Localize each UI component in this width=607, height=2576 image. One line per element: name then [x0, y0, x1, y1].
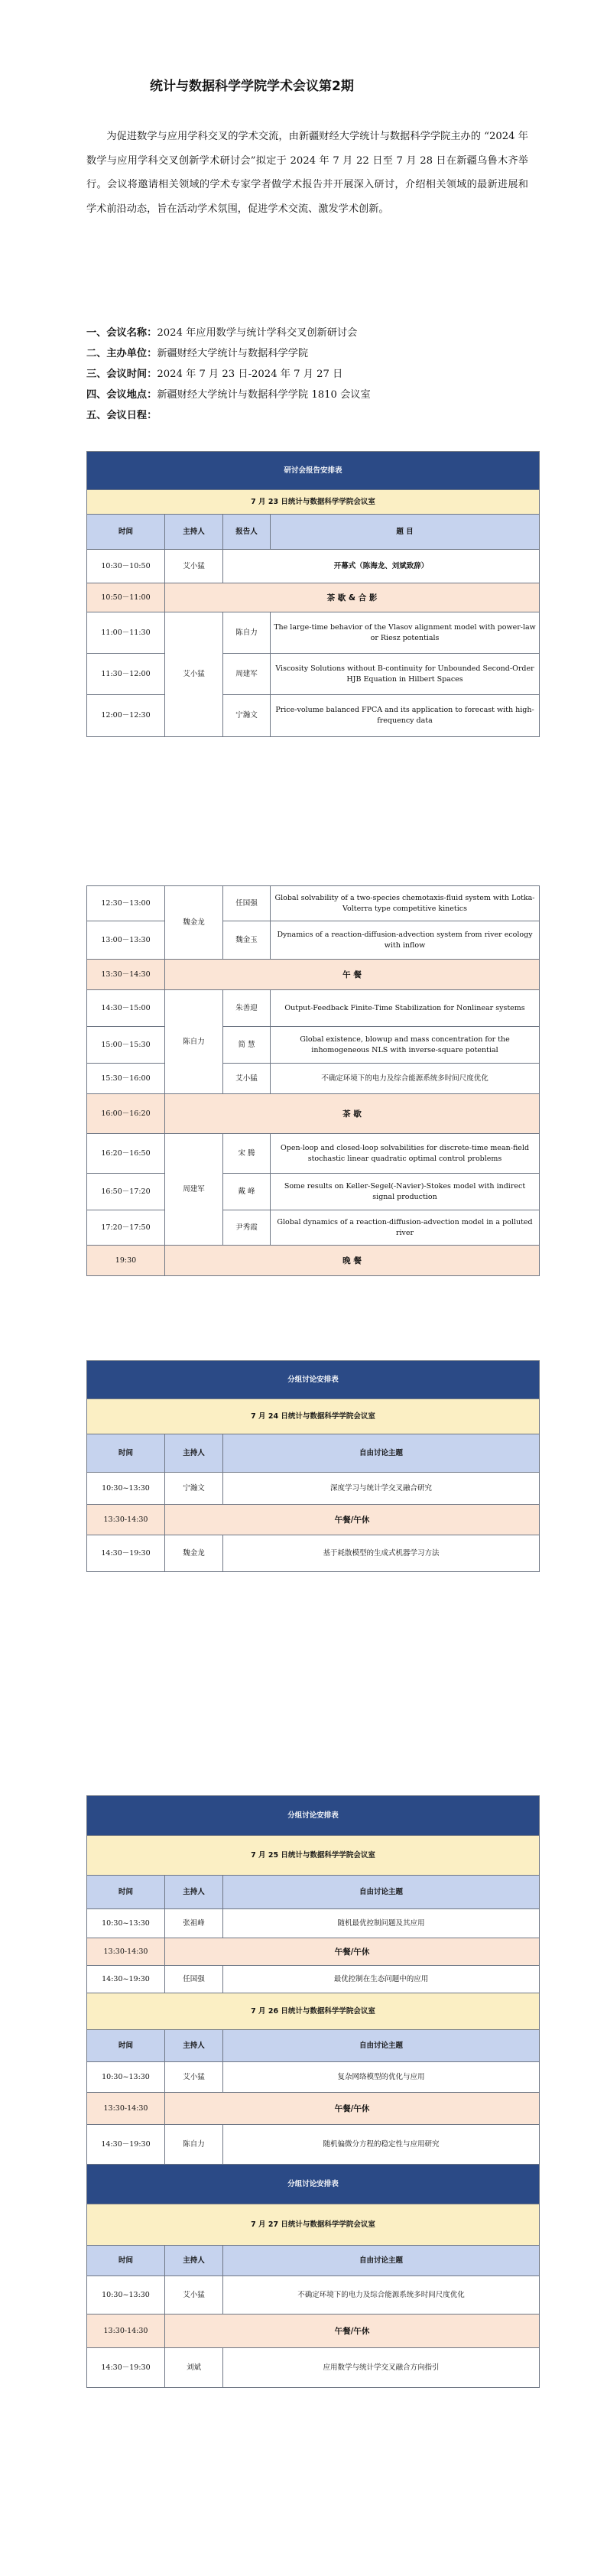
table-row	[87, 990, 540, 1027]
talk-title-cell: The large-time behavior of the Vlasov alignment model with power-law or Riesz potentials	[271, 612, 540, 654]
break-label: 午餐/午休	[165, 2093, 540, 2125]
intro-paragraph	[86, 125, 528, 221]
table-title-row	[87, 452, 540, 490]
host-cell: 周建军	[165, 1134, 223, 1246]
time-cell: 13:30－14:30	[87, 960, 165, 990]
column-header: 题 目	[271, 515, 540, 550]
host-cell: 任国强	[165, 1966, 223, 1993]
time-cell: 15:00－15:30	[87, 1027, 165, 1064]
table-row	[87, 1210, 540, 1246]
speaker-cell: 简 慧	[223, 1027, 271, 1064]
host-cell: 刘斌	[165, 2348, 223, 2388]
table-title-row	[87, 1796, 540, 1836]
break-row	[87, 1938, 540, 1966]
time-cell: 13:30-14:30	[87, 1505, 165, 1535]
speaker-cell: 任国强	[223, 886, 271, 921]
table-row	[87, 654, 540, 695]
time-cell: 16:50－17:20	[87, 1174, 165, 1210]
host-cell: 陈自力	[165, 990, 223, 1094]
column-header-row	[87, 2246, 540, 2276]
day-title: 7 月 27 日统计与数据科学学院会议室	[87, 2204, 540, 2246]
talk-title-cell: Dynamics of a reaction-diffusion-advection system from river ecology with inflow	[271, 921, 540, 960]
talk-title-cell: Global solvability of a two-species chemotaxis-fluid system with Lotka-Volterra type competitive kinetics	[271, 886, 540, 921]
day-title: 7 月 24 日统计与数据科学学院会议室	[87, 1399, 540, 1434]
speaker-cell: 宋 腾	[223, 1134, 271, 1174]
column-header-row	[87, 2030, 540, 2062]
host-cell: 宁瀚文	[165, 1473, 223, 1505]
topic-cell: 随机最优控制问题及其应用	[223, 1909, 540, 1938]
day-title: 7 月 26 日统计与数据科学学院会议室	[87, 1993, 540, 2030]
talk-title-cell: Viscosity Solutions without B-continuity for Unbounded Second-Order HJB Equation in Hilbert Spaces	[271, 654, 540, 695]
time-cell: 15:30－16:00	[87, 1064, 165, 1094]
info-schedule	[86, 408, 537, 424]
column-header: 主持人	[165, 515, 223, 550]
talk-title-cell: Some results on Keller-Segel(-Navier)-Stokes model with indirect signal production	[271, 1174, 540, 1210]
topic-cell: 最优控制在生态问题中的应用	[223, 1966, 540, 1993]
column-header: 自由讨论主题	[223, 1434, 540, 1473]
time-cell: 13:30-14:30	[87, 2315, 165, 2348]
report-schedule-table	[86, 451, 540, 737]
table-row	[87, 612, 540, 654]
table-row	[87, 886, 540, 921]
intro-text: 为促进数学与应用学科交叉的学术交流，由新疆财经大学统计与数据科学学院主办的 “2024 年数学与应用学科交叉创新学术研讨会”拟定于 2024 年 7 月 22 日至 7 月 28 日在新疆乌鲁木齐举行。会议将邀请相关领域的学术专家学者做学术报告并开展深入研讨，介绍相关领域的最新进展和学术前沿动态，旨在活动学术氛围，促进学术交流、激发学术创新。	[86, 131, 528, 215]
table-row	[87, 2348, 540, 2388]
time-cell: 10:50－11:00	[87, 583, 165, 612]
talk-title-cell: Price-volume balanced FPCA and its application to forecast with high-frequency data	[271, 695, 540, 737]
column-header: 主持人	[165, 2030, 223, 2062]
time-cell: 14:30－19:30	[87, 2348, 165, 2388]
host-cell: 艾小猛	[165, 612, 223, 737]
info-meeting-name	[86, 325, 537, 342]
speaker-cell: 艾小猛	[223, 1064, 271, 1094]
speaker-cell: 周建军	[223, 654, 271, 695]
info-meeting-time	[86, 366, 537, 383]
break-row	[87, 583, 540, 612]
break-label: 茶 歇 & 合 影	[165, 583, 540, 612]
table-row	[87, 2062, 540, 2093]
topic-cell: 深度学习与统计学交叉融合研究	[223, 1473, 540, 1505]
talk-title-cell: 不确定环境下的电力及综合能源系统多时间尺度优化	[271, 1064, 540, 1094]
day-header-row	[87, 2204, 540, 2246]
opening-ceremony-cell: 开幕式（陈海龙、刘斌致辞）	[223, 550, 540, 583]
topic-cell: 随机偏微分方程的稳定性与应用研究	[223, 2125, 540, 2165]
column-header-row	[87, 1876, 540, 1909]
speaker-cell: 戴 峰	[223, 1174, 271, 1210]
time-cell: 17:20－17:50	[87, 1210, 165, 1246]
break-label: 晚 餐	[165, 1246, 540, 1276]
table-row	[87, 1535, 540, 1572]
column-header: 时间	[87, 1876, 165, 1909]
talk-title-cell: Global dynamics of a reaction-diffusion-advection model in a polluted river	[271, 1210, 540, 1246]
day-title: 7 月 25 日统计与数据科学学院会议室	[87, 1836, 540, 1876]
info-value: 2024 年应用数学与统计学科交叉创新研讨会	[157, 327, 358, 339]
topic-cell: 应用数学与统计学交叉融合方向指引	[223, 2348, 540, 2388]
column-header: 主持人	[165, 1876, 223, 1909]
day-header-row	[87, 1399, 540, 1434]
time-cell: 10:30－10:50	[87, 550, 165, 583]
info-label: 五、会议日程：	[86, 410, 157, 421]
table-row	[87, 1064, 540, 1094]
info-organizer	[86, 346, 537, 362]
speaker-cell: 魏金玉	[223, 921, 271, 960]
day-header-row	[87, 1993, 540, 2030]
column-header: 主持人	[165, 2246, 223, 2276]
table-row	[87, 1966, 540, 1993]
break-label: 茶 歇	[165, 1094, 540, 1134]
column-header: 时间	[87, 2030, 165, 2062]
speaker-cell: 陈自力	[223, 612, 271, 654]
time-cell: 13:00－13:30	[87, 921, 165, 960]
day-title: 7 月 23 日统计与数据科学学院会议室	[87, 490, 540, 515]
column-header: 自由讨论主题	[223, 2246, 540, 2276]
column-header: 自由讨论主题	[223, 2030, 540, 2062]
speaker-cell: 朱善迎	[223, 990, 271, 1027]
info-value: 2024 年 7 月 23 日-2024 年 7 月 27 日	[157, 369, 343, 380]
table-row	[87, 2125, 540, 2165]
time-cell: 14:30－19:30	[87, 2125, 165, 2165]
time-cell: 16:00－16:20	[87, 1094, 165, 1134]
column-header: 时间	[87, 2246, 165, 2276]
info-value: 新疆财经大学统计与数据科学学院 1810 会议室	[157, 389, 371, 401]
document-title: 统计与数据科学学院学术会议第2期	[150, 79, 354, 94]
host-cell: 艾小猛	[165, 2062, 223, 2093]
topic-cell: 基于耗散模型的生成式机器学习方法	[223, 1535, 540, 1572]
column-header-row	[87, 515, 540, 550]
table-row	[87, 1473, 540, 1505]
break-row	[87, 1246, 540, 1276]
topic-cell: 复杂网络模型的优化与应用	[223, 2062, 540, 2093]
column-header: 时间	[87, 515, 165, 550]
group-discussion-table-24	[86, 1360, 540, 1572]
time-cell: 10:30~13:30	[87, 1909, 165, 1938]
time-cell: 12:30－13:00	[87, 886, 165, 921]
table-row	[87, 1134, 540, 1174]
report-schedule-table-continued	[86, 885, 540, 1276]
column-header: 自由讨论主题	[223, 1876, 540, 1909]
table-title-row	[87, 1361, 540, 1399]
time-cell: 10:30~13:30	[87, 1473, 165, 1505]
table-row	[87, 695, 540, 737]
break-label: 午 餐	[165, 960, 540, 990]
speaker-cell: 宁瀚文	[223, 695, 271, 737]
break-row	[87, 1505, 540, 1535]
table-row	[87, 921, 540, 960]
speaker-cell: 尹秀霞	[223, 1210, 271, 1246]
host-cell: 魏金龙	[165, 886, 223, 960]
talk-title-cell: Open-loop and closed-loop solvabilities for discrete-time mean-field stochastic linear quadratic optimal control problems	[271, 1134, 540, 1174]
info-label: 三、会议时间：	[86, 369, 157, 380]
host-cell: 陈自力	[165, 2125, 223, 2165]
time-cell: 16:20－16:50	[87, 1134, 165, 1174]
column-header: 主持人	[165, 1434, 223, 1473]
table-title: 分组讨论安排表	[87, 2165, 540, 2204]
day-header-row	[87, 490, 540, 515]
time-cell: 11:00－11:30	[87, 612, 165, 654]
info-label: 一、会议名称：	[86, 327, 157, 339]
time-cell: 14:30－19:30	[87, 1535, 165, 1572]
info-meeting-venue	[86, 387, 537, 404]
table-title: 分组讨论安排表	[87, 1796, 540, 1836]
talk-title-cell: Output-Feedback Finite-Time Stabilization for Nonlinear systems	[271, 990, 540, 1027]
column-header: 报告人	[223, 515, 271, 550]
day-header-row	[87, 1836, 540, 1876]
time-cell: 14:30－15:00	[87, 990, 165, 1027]
time-cell: 13:30-14:30	[87, 2093, 165, 2125]
host-cell: 魏金龙	[165, 1535, 223, 1572]
break-row	[87, 2315, 540, 2348]
break-label: 午餐/午休	[165, 2315, 540, 2348]
host-cell: 艾小猛	[165, 2276, 223, 2315]
table-row	[87, 550, 540, 583]
table-row	[87, 1027, 540, 1064]
table-title: 研讨会报告安排表	[87, 452, 540, 490]
time-cell: 10:30~13:30	[87, 2062, 165, 2093]
group-discussion-table-25-27	[86, 1795, 540, 2388]
time-cell: 13:30-14:30	[87, 1938, 165, 1966]
time-cell: 12:00－12:30	[87, 695, 165, 737]
break-row	[87, 1094, 540, 1134]
info-label: 四、会议地点：	[86, 389, 157, 401]
column-header-row	[87, 1434, 540, 1473]
break-row	[87, 2093, 540, 2125]
time-cell: 19:30	[87, 1246, 165, 1276]
host-cell: 张祖峰	[165, 1909, 223, 1938]
talk-title-cell: Global existence, blowup and mass concentration for the inhomogeneous NLS with inverse-square potential	[271, 1027, 540, 1064]
host-cell: 艾小猛	[165, 550, 223, 583]
time-cell: 14:30~19:30	[87, 1966, 165, 1993]
info-value: 新疆财经大学统计与数据科学学院	[157, 348, 309, 359]
time-cell: 10:30~13:30	[87, 2276, 165, 2315]
info-label: 二、主办单位：	[86, 348, 157, 359]
table-title: 分组讨论安排表	[87, 1361, 540, 1399]
topic-cell: 不确定环境下的电力及综合能源系统多时间尺度优化	[223, 2276, 540, 2315]
break-label: 午餐/午休	[165, 1938, 540, 1966]
time-cell: 11:30－12:00	[87, 654, 165, 695]
column-header: 时间	[87, 1434, 165, 1473]
table-row	[87, 1909, 540, 1938]
break-label: 午餐/午休	[165, 1505, 540, 1535]
break-row	[87, 960, 540, 990]
table-title-row	[87, 2165, 540, 2204]
table-row	[87, 2276, 540, 2315]
table-row	[87, 1174, 540, 1210]
